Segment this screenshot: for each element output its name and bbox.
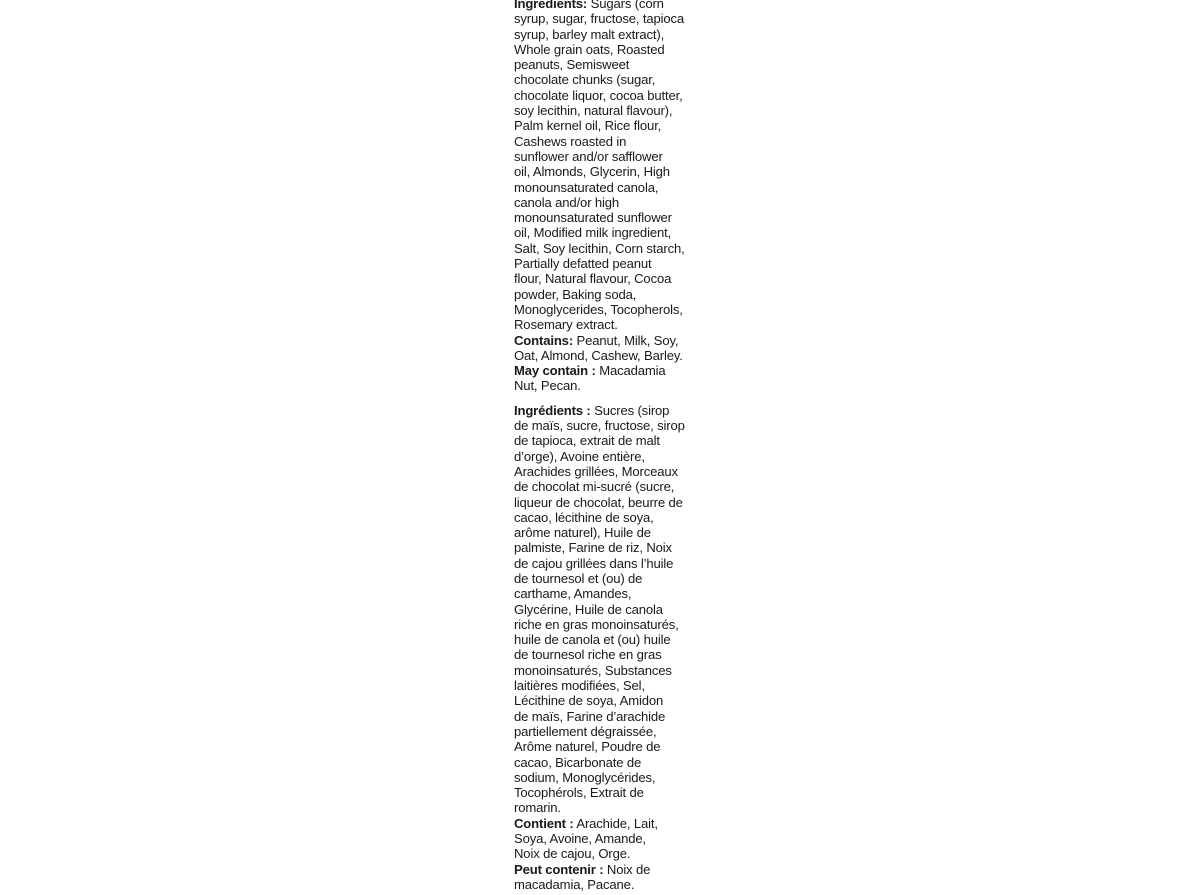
text-line: Arachides grillées, Morceaux (514, 463, 678, 479)
text-line: Tocophérols, Extrait de (514, 785, 644, 801)
text-line: de maïs, Farine d’arachide (514, 708, 666, 724)
text-line: de chocolat mi-sucré (sucre, (514, 479, 675, 495)
text-line: de maïs, sucre, fructose, sirop (514, 418, 685, 434)
text-line: de tournesol et (ou) de (514, 570, 643, 586)
text-line: Rosemary extract. (514, 317, 618, 333)
english-ingredients-heading: Ingredients: (514, 0, 588, 11)
text-line: cacao, lécithine de soya, (514, 509, 654, 525)
text-line: riche en gras monoinsaturés, (514, 616, 679, 632)
text-line: carthame, Amandes, (514, 586, 632, 602)
text-line: syrup, barley malt extract), (514, 26, 665, 42)
text-line: powder, Baking soda, (514, 286, 637, 302)
text-line: laitières modifiées, Sel, (514, 678, 645, 694)
english-ingredients-section (514, 0, 694, 394)
english-contains-heading: Contains: (514, 332, 574, 348)
text-line: peanuts, Semisweet (514, 57, 630, 73)
english-may-contain-heading: May contain : (514, 363, 596, 379)
text-line: Partially defatted peanut (514, 256, 652, 272)
text-line: Peanut, Milk, Soy, (576, 332, 679, 348)
section-spacer (514, 394, 694, 403)
text-line: d’orge), Avoine entière, (514, 448, 645, 464)
text-line: syrup, sugar, fructose, tapioca (514, 11, 685, 27)
text-line: Oat, Almond, Cashew, Barley. (514, 347, 683, 363)
text-line: romarin. (514, 800, 561, 816)
english-ingredients-block (514, 0, 694, 333)
text-line: Salt, Soy lecithin, Corn starch, (514, 240, 685, 256)
text-line: chocolate liquor, cocoa butter, (514, 87, 683, 103)
text-line: monounsaturated sunflower (514, 210, 672, 226)
text-line: Lécithine de soya, Amidon (514, 693, 664, 709)
text-line: Soya, Avoine, Amande, (514, 831, 647, 847)
text-line: Whole grain oats, Roasted (514, 41, 665, 57)
text-line: cacao, Bicarbonate de (514, 754, 642, 770)
french-contains-block (514, 816, 694, 862)
french-ingredients-block (514, 403, 694, 816)
text-line: Noix de (606, 861, 651, 877)
text-line: Nut, Pecan. (514, 378, 581, 394)
text-line: monounsaturated canola, (514, 179, 659, 195)
french-ingredients-heading: Ingrédients : (514, 402, 591, 418)
text-line: de tournesol riche en gras (514, 647, 662, 663)
text-line: sunflower and/or safflower (514, 148, 663, 164)
text-line: oil, Modified milk ingredient, (514, 225, 672, 241)
text-line: Sugars (corn (590, 0, 664, 11)
text-line: oil, Almonds, Glycerin, High (514, 164, 670, 180)
text-line: Sucres (sirop (594, 402, 670, 418)
text-line: Macadamia (599, 363, 666, 379)
text-line: Monoglycerides, Tocopherols, (514, 301, 683, 317)
french-ingredients-section (514, 403, 694, 893)
english-may-contain-block (514, 363, 694, 394)
french-may-contain-block (514, 862, 694, 893)
text-line: partiellement dégraissée, (514, 723, 657, 739)
text-line: soy lecithin, natural flavour), (514, 103, 673, 119)
text-line: liqueur de chocolat, beurre de (514, 494, 683, 510)
text-line: de tapioca, extrait de malt (514, 433, 660, 449)
text-line: Glycérine, Huile de canola (514, 601, 663, 617)
text-line: Cashews roasted in (514, 133, 627, 149)
english-contains-block (514, 333, 694, 364)
text-line: canola and/or high (514, 194, 620, 210)
text-line: Palm kernel oil, Rice flour, (514, 118, 662, 134)
text-line: flour, Natural flavour, Cocoa (514, 271, 672, 287)
text-line: huile de canola et (ou) huile (514, 632, 671, 648)
text-line: arôme naturel), Huile de (514, 525, 651, 541)
text-line: monoinsaturés, Substances (514, 662, 672, 678)
text-line: Arachide, Lait, (576, 815, 658, 831)
text-line: Arôme naturel, Poudre de (514, 739, 661, 755)
text-line: macadamia, Pacane. (514, 876, 635, 892)
text-line: chocolate chunks (sugar, (514, 72, 656, 88)
ingredients-label-panel (514, 0, 694, 892)
text-line: sodium, Monoglycérides, (514, 769, 656, 785)
text-line: Noix de cajou, Orge. (514, 846, 631, 862)
french-contains-heading: Contient : (514, 815, 574, 831)
french-may-contain-heading: Peut contenir : (514, 861, 604, 877)
text-line: de cajou grillées dans l’huile (514, 555, 674, 571)
text-line: palmiste, Farine de riz, Noix (514, 540, 672, 556)
